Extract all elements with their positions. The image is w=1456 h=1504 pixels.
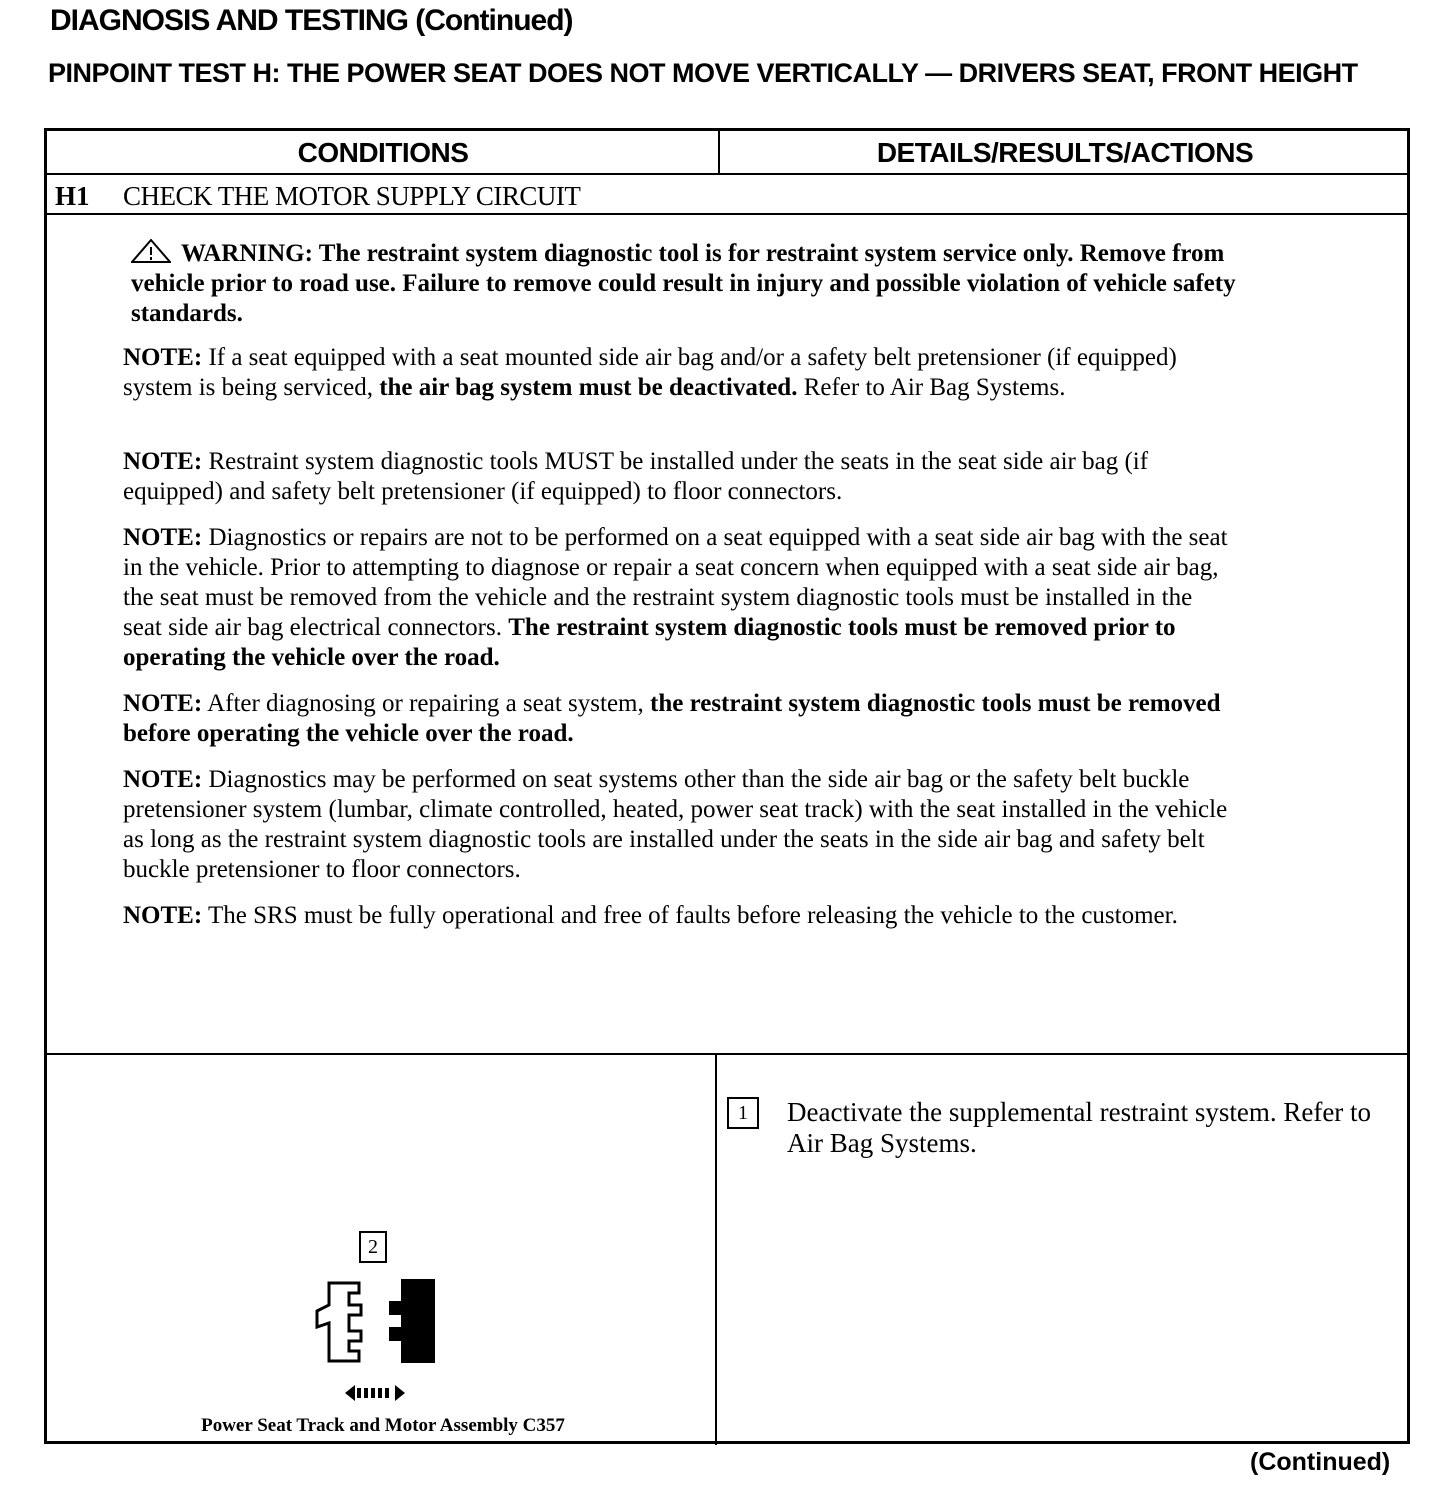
note-1 (123, 343, 1233, 403)
note-text: Diagnostics or repairs are not to be performed on a seat equipped with a seat side air bag with the seat in the vehicle. Prior to attempting to diagnose or repair a seat concern when equipped with a seat side air bag, the seat must be removed from the vehicle and the restraint system diagnostic tools must be installed in the seat side air bag electrical connectors. (123, 524, 1228, 641)
action-text: Deactivate the supplemental restraint system. Refer to Air Bag Systems. (787, 1097, 1372, 1158)
note-label: NOTE: (123, 690, 203, 717)
step-number-box: 1 (727, 1097, 759, 1129)
warning-text: WARNING: The restraint system diagnostic tool is for restraint system service only. Remove from vehicle prior to road use. Failure to remove could result in injury and possible violation of vehicle safety standards. (131, 240, 1236, 327)
note-6 (123, 901, 1233, 931)
note-label: NOTE: (123, 766, 203, 793)
note-text: Diagnostics may be performed on seat systems other than the side air bag or the safety belt buckle pretensioner system (lumbar, climate controlled, heated, power seat track) with the seat installed in the vehicle as long as the restraint system diagnostic tools are installed under the seats in the side air bag and safety belt buckle pretensioner to floor connectors. (123, 766, 1228, 883)
note-label: NOTE: (123, 524, 203, 551)
note-bold: The restraint system diagnostic tools must be removed prior to operating the vehicle over the road. (123, 614, 1176, 671)
note-label: NOTE: (123, 344, 203, 371)
step-title: CHECK THE MOTOR SUPPLY CIRCUIT (123, 181, 581, 211)
step-id: H1 (55, 181, 90, 211)
connector-half-solid (389, 1279, 435, 1363)
note-text: The SRS must be fully operational and free of faults before releasing the vehicle to the customer. (208, 902, 1178, 929)
note-bold: the air bag system must be deactivated. (379, 374, 798, 401)
right-arrow-icon (395, 1385, 405, 1401)
header-divider (47, 173, 1407, 175)
note-5 (123, 765, 1233, 885)
note-label: NOTE: (123, 448, 203, 475)
details-header: DETAILS/RESULTS/ACTIONS (876, 137, 1254, 168)
continued-label: (Continued) (1250, 1448, 1391, 1476)
connector-half-outline (317, 1283, 361, 1361)
note-2 (123, 447, 1233, 507)
body-column-divider (715, 1053, 717, 1445)
warning-block (131, 239, 1301, 329)
test-title: PINPOINT TEST H: THE POWER SEAT DOES NOT MOVE VERTICALLY — DRIVERS SEAT, FRONT HEIGHT (48, 58, 1358, 88)
note-tail: Refer to Air Bag Systems. (803, 374, 1066, 401)
warning-triangle-icon (131, 239, 171, 263)
notes-divider (47, 1053, 1407, 1055)
note-4 (123, 689, 1233, 749)
note-text: If a seat equipped with a seat mounted side air bag and/or a safety belt pretensioner (if equipped) system is being serviced, (123, 344, 1177, 401)
note-text: Restraint system diagnostic tools MUST be installed under the seats in the seat side air bag (if equipped) and safety belt pretensioner (if equipped) to floor connectors. (123, 448, 1149, 505)
diagram-callout: 2 (359, 1231, 387, 1263)
diagram-caption: Power Seat Track and Motor Assembly C357 (201, 1415, 565, 1436)
note-text: After diagnosing or repairing a seat system, (207, 690, 644, 717)
step-row-divider (47, 213, 1407, 215)
pinpoint-table (44, 128, 1410, 1444)
left-arrow-icon (345, 1385, 355, 1401)
note-label: NOTE: (123, 902, 203, 929)
notes-section (123, 239, 1236, 947)
conditions-header: CONDITIONS (297, 137, 469, 168)
note-3 (123, 523, 1233, 673)
note-bold: the restraint system diagnostic tools must be removed before operating the vehicle over the road. (123, 690, 1221, 747)
page-heading: DIAGNOSIS AND TESTING (Continued) (50, 4, 573, 37)
